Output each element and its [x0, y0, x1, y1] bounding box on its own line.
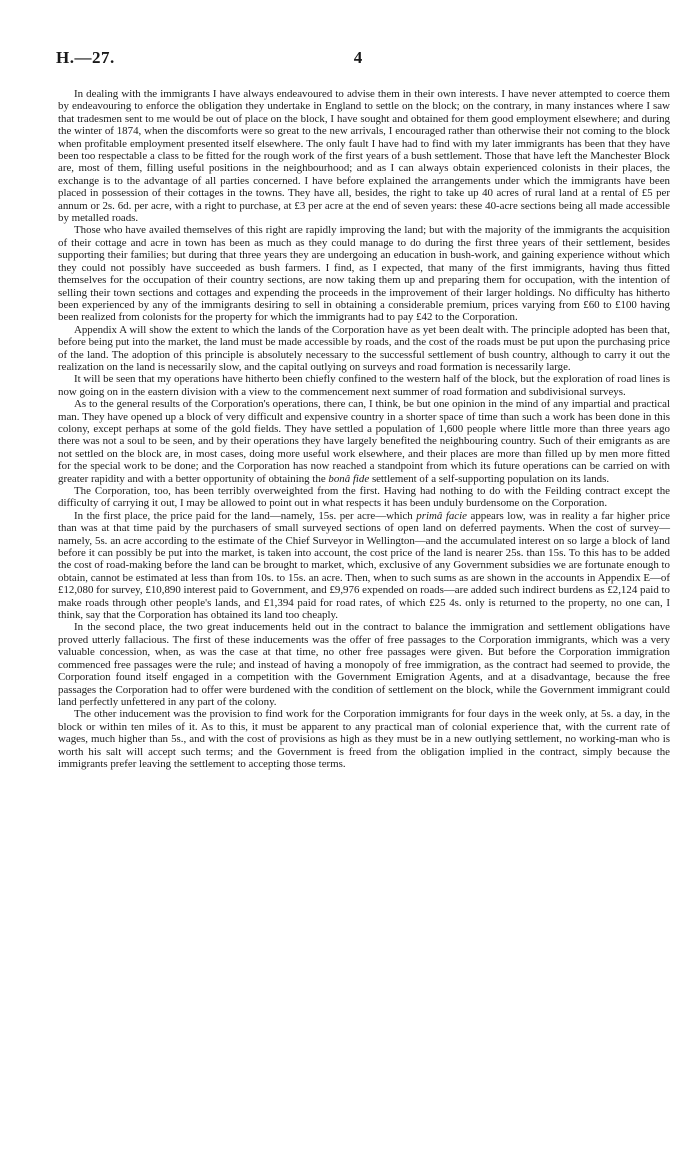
paragraph: In the second place, the two great inducements held out in the contract to balance the immigration and settlement obligations have proved utterly fallacious. The first of these inducements was the offer of free passages to the Corporation immigrants, which was a very valuable concession, when, as was the case at that time, no other free passages were given. But before the Corporation immigration commenced free passages were the rule; and instead of having a monopoly of free immigration, as the contract had seemed to provide, the Corporation found itself engaged in a competition with the Government Emigration Agents, and at a disadvantage, because the free passages the Corporation had to offer were burdened with the condition of settlement on the block, while the Government immigrant could land perfectly unfettered in any part of the colony. [58, 621, 670, 708]
body-text [58, 88, 670, 770]
italic-phrase: bonâ fide [328, 472, 370, 485]
paragraph: The Corporation, too, has been terribly overweighted from the first. Having had nothing to do with the Feilding contract except the difficulty of carrying it out, I may be allowed to point out in what respects it has been unduly burdensome on the Corporation. [58, 485, 670, 510]
paragraph: It will be seen that my operations have hitherto been chiefly confined to the western half of the block, but the exploration of road lines is now going on in the eastern division with a view to the commencement next summer of road formation and subdivisional surveys. [58, 373, 670, 398]
paragraph: Appendix A will show the extent to which the lands of the Corporation have as yet been dealt with. The principle adopted has been that, before being put into the market, the land must be made accessible by roads, and the cost of the roads must be put upon the purchasing price of the land. The adoption of this principle is absolutely necessary to the successful settlement of bush country, although to carry it out the realization on the land is necessarily slow, and the capital outlying on surveys and road formation is necessarily large. [58, 323, 670, 373]
document-reference: H.—27. [56, 48, 115, 67]
paragraph: Those who have availed themselves of this right are rapidly improving the land; but with the majority of the immigrants the acquisition of their cottage and acre in town has been as much as they could manage to do during the first three years of their settlement, besides supporting their families; but during that three years they are undergoing an education in bush-work, and gaining experience without which they could not possibly have succeeded as bush farmers. I find, as I expected, that many of the first immigrants, having thus fitted themselves for the occupation of their country sections, are now taking them up and preparing them for occupation, with the intention of selling their town sections and cottages and expending the proceeds in the improvement of their larger holdings. No difficulty has hitherto been experienced by any of the immigrants desiring to sell in obtaining a considerable premium, prices varying from £60 to £100 having been realized from colonists for the property for which the immigrants had to pay £42 to the Corporation. [58, 224, 670, 324]
paragraph: In the first place, the price paid for the land—namely, 15s. per acre—which primâ facie appears low, was in reality a far higher price than was at that time paid by the purchasers of small surveyed sections of open land on deferred payments. When the cost of survey—namely, 5s. an acre according to the estimate of the Chief Surveyor in Wellington—and the accumulated interest on so large a block of land before it can possibly be put into the market, is taken into account, the cost price of the land is nearer 25s. than 15s. To this has to be added the cost of road-making before the land can be brought to market, which, exclusive of any Government subsidies we are fortunate enough to obtain, cannot be estimated at less than from 10s. to 15s. an acre. Then, when to such sums as are shown in the accounts in Appendix E—of £12,080 for survey, £10,890 interest paid to Government, and £9,976 expended on roads—are added such indirect burdens as £2,124 paid to make roads through other people's lands, and £1,394 paid for road rates, of which £25 4s. only is returned to the property, no one can, I think, say that the Corporation has obtained its land too cheaply. [58, 509, 670, 622]
page-header [56, 48, 660, 70]
italic-phrase: primâ facie [416, 509, 467, 522]
paragraph: As to the general results of the Corporation's operations, there can, I think, be but one opinion in the mind of any impartial and practical man. They have opened up a block of very difficult and expensive country in a shorter space of time than such a work has been done in this colony, except perhaps at some of the gold fields. They have settled a population of 1,600 people where little more than three years ago there was not a soul to be seen, and by their operations they have largely benefited the neighbouring country. Such of their emigrants as are not settled on the block are, in most cases, doing more useful work elsewhere, and their places are more than filled up by men more fitted for the special work to be done; and the Corporation has now reached a standpoint from which its future operations can be carried on with greater rapidity and with a better opportunity of obtaining the bonâ fide settlement of a self-supporting population on its lands. [58, 398, 670, 485]
page-number: 4 [353, 48, 363, 67]
paragraph: In dealing with the immigrants I have always endeavoured to advise them in their own interests. I have never attempted to coerce them by endeavouring to enforce the obligation they undertake in England to settle on the block; on the contrary, in many instances where I saw that tradesmen sent to me would be out of place on the block, I have sought and obtained for them good employment elsewhere; and during the winter of 1874, when the discomforts were so great to the new arrivals, I encouraged rather than otherwise their not coming to the block when profitable employment presented itself elsewhere. The only fault I have had to find with my later immigrants has been that they have been too respectable a class to be fitted for the rough work of the first years of a bush settlement. Those that have left the Manchester Block are, most of them, filling useful positions in the neighbourhood; and as I can always obtain experienced colonists in their places, the exchange is to the advantage of all parties concerned. I have before explained the arrangements under which the immigrants have been placed in possession of their cottages in the towns. They have all, besides, the right to take up 40 acres of rural land at a rental of £5 per annum or 2s. 6d. per acre, with a right to purchase, at £3 per acre at the end of seven years: these 40-acre sections being all made accessible by metalled roads. [58, 88, 670, 225]
paragraph: The other inducement was the provision to find work for the Corporation immigrants for four days in the week only, at 5s. a day, in the block or within ten miles of it. As to this, it must be apparent to any practical man of colonial experience that, with the current rate of wages, much higher than 5s., and with the cost of provisions as high as they must be in a new outlying settlement, no working-man who is worth his salt will accept such terms; and the Government is freed from the obligation implied in the contract, simply because the immigrants prefer leaving the settlement to accepting those terms. [58, 708, 670, 770]
